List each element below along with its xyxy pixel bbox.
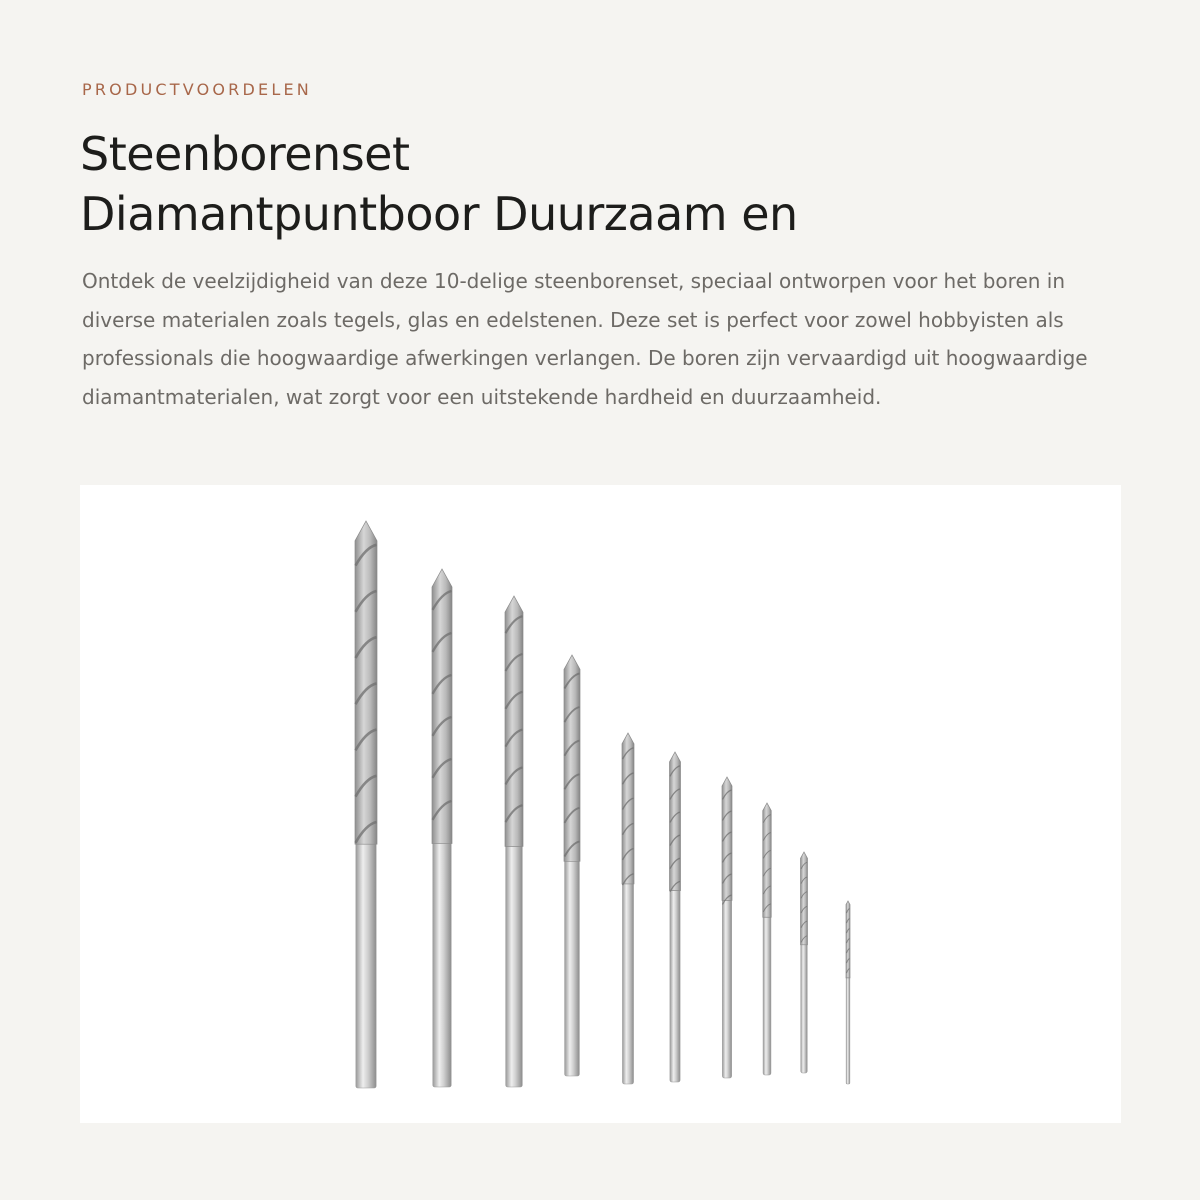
drill-bit-set-image bbox=[80, 485, 1121, 1123]
drill-bit bbox=[763, 803, 772, 1075]
drill-bit bbox=[722, 777, 732, 1078]
eyebrow-label: PRODUCTVOORDELEN bbox=[82, 80, 312, 99]
drill-bit bbox=[670, 752, 681, 1082]
section-title bbox=[80, 124, 1120, 244]
drill-bit bbox=[846, 901, 850, 1084]
drill-bit bbox=[564, 655, 580, 1076]
drill-bit bbox=[355, 521, 377, 1088]
title-line-2: Diamantpuntboor Duurzaam en bbox=[80, 187, 798, 241]
drill-bit bbox=[622, 733, 634, 1084]
drill-bit bbox=[432, 569, 452, 1087]
title-line-1: Steenborenset bbox=[80, 127, 410, 181]
drill-bit bbox=[801, 852, 808, 1073]
product-photo-panel bbox=[80, 485, 1121, 1123]
drill-bit bbox=[505, 596, 523, 1087]
product-description: Ontdek de veelzijdigheid van deze 10-delige steenborenset, speciaal ontworpen voor het boren in diverse materialen zoals tegels, glas en edelstenen. Deze set is perfect voor zowel hobbyisten als professionals die hoogwaardige afwerkingen verlangen. De boren zijn vervaardigd uit hoogwaardige diamantmaterialen, wat zorgt voor een uitstekende hardheid en duurzaamheid. bbox=[82, 269, 1088, 409]
